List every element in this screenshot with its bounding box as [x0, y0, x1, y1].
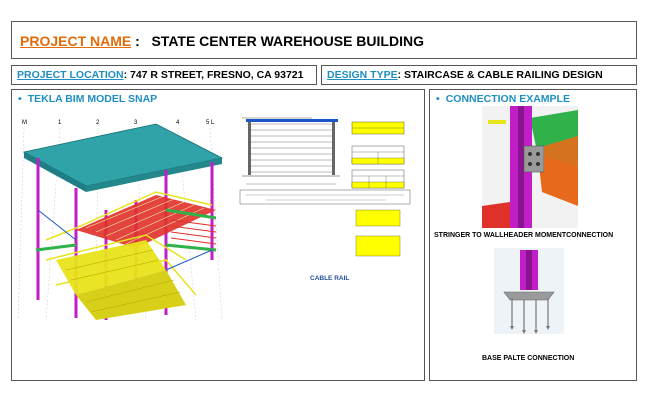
grid-label-1: 1 [58, 120, 62, 126]
cable-rail-caption: CABLE RAIL [310, 275, 350, 282]
project-name-separator: : [131, 33, 140, 49]
design-type-value: : STAIRCASE & CABLE RAILING DESIGN [397, 69, 603, 81]
moment-connection-caption: STRINGER TO WALLHEADER MOMENTCONNECTION [434, 232, 614, 239]
connection-example-panel [429, 89, 637, 381]
end-plate [524, 146, 544, 172]
base-plate-connection-image [494, 248, 564, 334]
grid-label-3: 3 [134, 120, 138, 126]
cable-spacing-note [356, 210, 400, 226]
roof-canopy [24, 124, 222, 186]
connection-heading-bullet: • [436, 93, 440, 105]
project-name-value: STATE CENTER WAREHOUSE BUILDING [151, 33, 424, 49]
cable-tension-note [356, 236, 400, 256]
design-type-box [321, 65, 637, 85]
tekla-heading-text: TEKLA BIM MODEL SNAP [27, 93, 158, 105]
grid-label-4: 4 [176, 120, 180, 126]
connection-heading-text: CONNECTION EXAMPLE [445, 93, 570, 105]
cable-lines [250, 124, 334, 172]
tekla-heading-bullet: • [18, 93, 22, 105]
design-type-label: DESIGN TYPE [327, 69, 398, 81]
right-post [332, 120, 335, 175]
stair-model-illustration [16, 110, 226, 330]
tekla-model-panel [11, 89, 425, 381]
project-location-value: : 747 R STREET, FRESNO, CA 93721 [123, 69, 304, 81]
cable-rail-detail-drawing [226, 110, 422, 260]
grid-label-m: M [22, 120, 27, 126]
connection-heading [436, 93, 570, 105]
project-location-label: PROJECT LOCATION [17, 69, 124, 81]
grid-label-5l: 5 L [206, 120, 215, 126]
moment-connection-image [482, 106, 578, 228]
grid-label-2: 2 [96, 120, 100, 126]
project-name-line [20, 33, 424, 49]
tekla-heading [18, 93, 157, 105]
top-rail [246, 119, 338, 122]
left-post [248, 120, 251, 175]
scope-note-box [240, 190, 410, 204]
project-name-box [11, 21, 637, 59]
project-location-box [11, 65, 317, 85]
base-plate-caption: BASE PALTE CONNECTION [482, 355, 575, 362]
project-name-label: PROJECT NAME [20, 33, 132, 49]
